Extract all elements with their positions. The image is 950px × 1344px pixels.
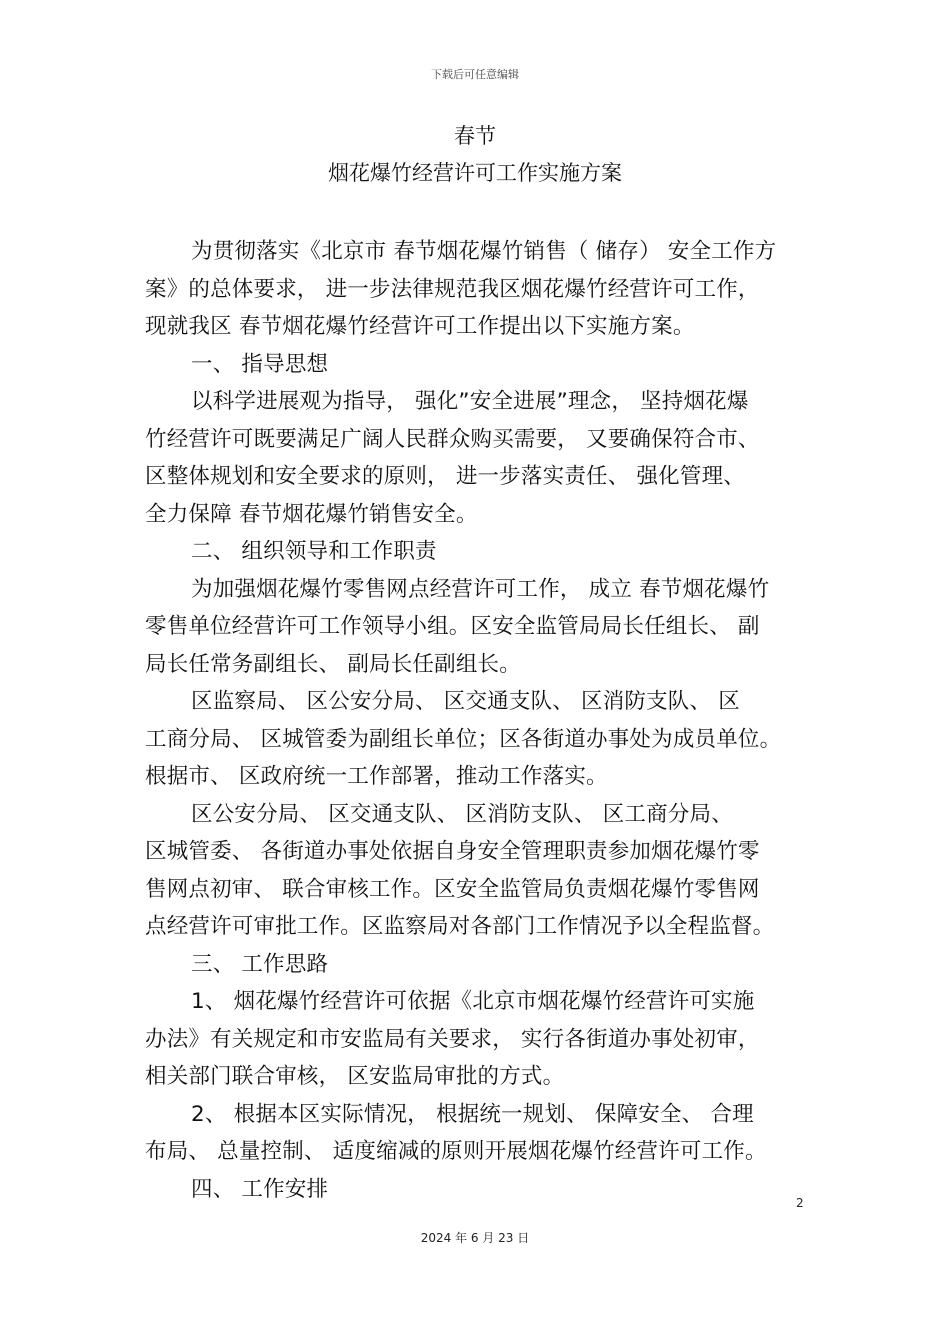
text-line: 售网点初审、 联合审核工作。区安全监管局负责烟花爆竹零售网: [145, 876, 760, 902]
text-line: 区公安分局、 区交通支队、 区消防支队、 区工商分局、: [191, 801, 733, 827]
text-line: 以科学进展观为指导， 强化”安全进展”理念， 坚持烟花爆: [191, 389, 749, 414]
text-line: 区整体规划和安全要求的原则， 进一步落实责任、 强化管理、: [145, 464, 745, 489]
text-line: 案》的总体要求， 进一步法律规范我区烟花爆竹经营许可工作，: [145, 276, 760, 302]
text-line: 区监察局、 区公安分局、 区交通支队、 区消防支队、 区: [191, 689, 740, 714]
text-line: 根据市、 区政府统一工作部署，推动工作落实。: [145, 764, 608, 789]
text-line: 竹经营许可既要满足广阔人民群众购买需要， 又要确保符合市、: [145, 426, 760, 452]
text-line: 办法》有关规定和市安监局有关要求， 实行各街道办事处初审，: [145, 1026, 760, 1052]
page-number: 2: [796, 1196, 804, 1210]
text-line: 零售单位经营许可工作领导小组。区安全监管局局长任组长、 副: [145, 614, 760, 639]
document-body: [145, 233, 817, 1208]
text-line: 相关部门联合审核， 区安监局审批的方式。: [145, 1064, 565, 1089]
section-heading: 一、 指导思想: [191, 351, 329, 377]
text-line: 工商分局、 区城管委为副组长单位；区各街道办事处为成员单位。: [145, 726, 782, 752]
text-line: 为贯彻落实《北京市 春节烟花爆竹销售（ 储存） 安全工作方: [191, 239, 777, 264]
section-heading: 二、 组织领导和工作职责: [191, 539, 437, 564]
page-header: 下载后可任意编辑: [431, 68, 519, 81]
text-line: 局长任常务副组长、 副局长任副组长。: [145, 651, 521, 677]
text-line: 全力保障 春节烟花爆竹销售安全。: [145, 501, 478, 527]
footer-date: 2024 年 6 月 23 日: [420, 1231, 530, 1245]
document-title-line-1: 春节: [454, 124, 496, 148]
text-line: 1、 烟花爆竹经营许可依据《北京市烟花爆竹经营许可实施: [191, 989, 755, 1014]
text-line: 区城管委、 各街道办事处依据自身安全管理职责参加烟花爆竹零: [145, 839, 760, 864]
document-title-line-2: 烟花爆竹经营许可工作实施方案: [328, 161, 622, 185]
text-line: 点经营许可审批工作。区监察局对各部门工作情况予以全程监督。: [145, 914, 775, 939]
text-line: 现就我区 春节烟花爆竹经营许可工作提出以下实施方案。: [145, 314, 695, 339]
text-line: 为加强烟花爆竹零售网点经营许可工作， 成立 春节烟花爆竹: [191, 576, 770, 602]
text-line: 布局、 总量控制、 适度缩减的原则开展烟花爆竹经营许可工作。: [145, 1139, 767, 1164]
section-heading: 四、 工作安排: [191, 1176, 329, 1202]
text-line: 2、 根据本区实际情况， 根据统一规划、 保障安全、 合理: [191, 1101, 754, 1127]
section-heading: 三、 工作思路: [191, 951, 329, 977]
